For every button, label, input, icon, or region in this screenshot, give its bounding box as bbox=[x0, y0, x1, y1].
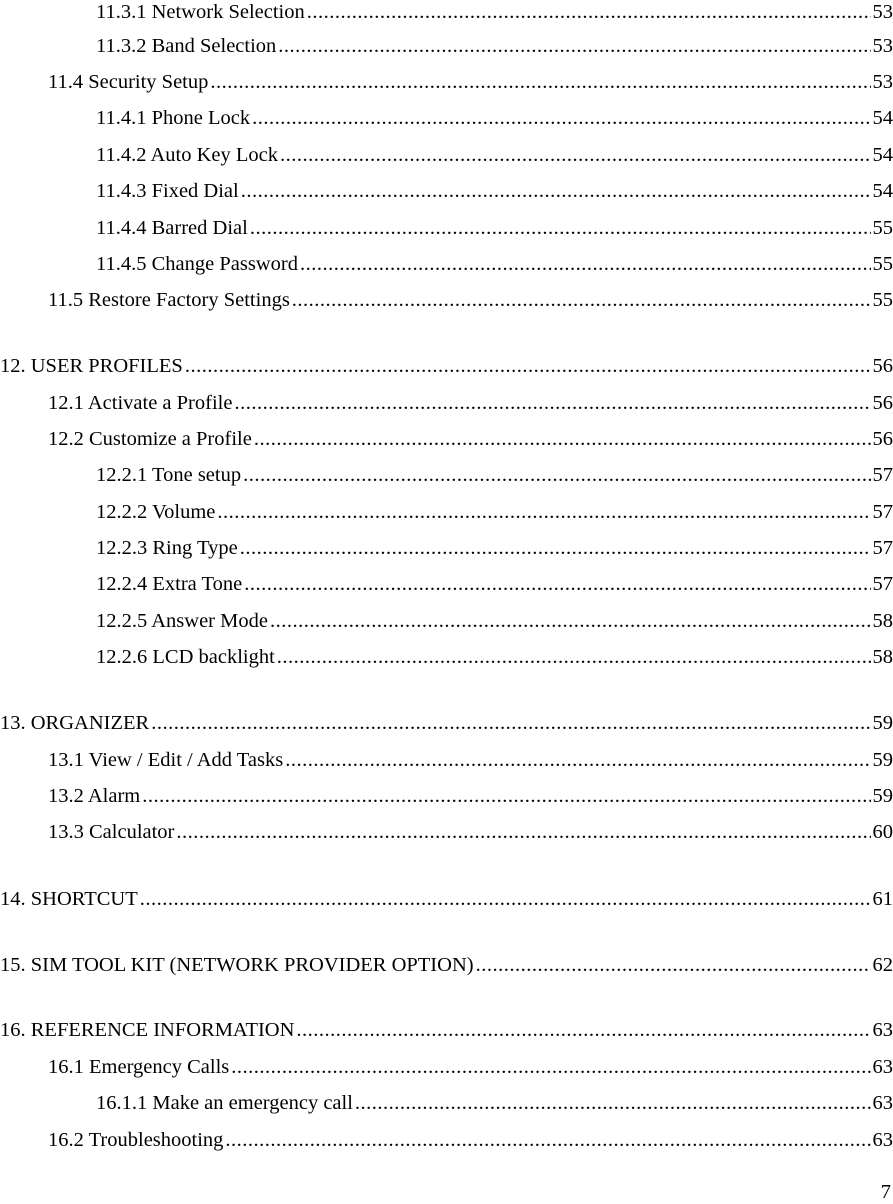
toc-entry[interactable] bbox=[96, 609, 893, 633]
toc-entry-title: 11.4.4 Barred Dial bbox=[96, 217, 248, 239]
dot-leader bbox=[300, 252, 871, 276]
toc-entry-page: 63 bbox=[872, 1019, 893, 1041]
toc-entry-page: 60 bbox=[872, 821, 893, 843]
dot-leader bbox=[292, 288, 871, 312]
toc-entry-page: 63 bbox=[872, 1056, 893, 1078]
toc-entry-page: 59 bbox=[872, 712, 893, 734]
toc-entry-title: 16.1.1 Make an emergency call bbox=[96, 1092, 353, 1114]
toc-entry-page: 56 bbox=[872, 392, 893, 414]
toc-entry-title: 14. SHORTCUT bbox=[0, 888, 138, 910]
toc-entry-title: 16.2 Troubleshooting bbox=[48, 1129, 224, 1151]
toc-entry[interactable] bbox=[96, 536, 893, 560]
toc-entry[interactable] bbox=[96, 179, 893, 203]
toc-entry[interactable] bbox=[96, 106, 893, 130]
toc-entry-page: 59 bbox=[872, 785, 893, 807]
toc-entry-title: 12.2.2 Volume bbox=[96, 501, 216, 523]
toc-entry-page: 55 bbox=[872, 253, 893, 275]
toc-entry-page: 62 bbox=[872, 954, 893, 976]
dot-leader bbox=[185, 354, 871, 378]
dot-leader bbox=[355, 1091, 871, 1115]
toc-entry-page: 55 bbox=[872, 217, 893, 239]
dot-leader bbox=[225, 1128, 870, 1152]
toc-entry-title: 11.4 Security Setup bbox=[48, 71, 209, 93]
toc-entry-title: 12.2.3 Ring Type bbox=[96, 537, 238, 559]
dot-leader bbox=[285, 748, 870, 772]
toc-entry-title: 16.1 Emergency Calls bbox=[48, 1056, 230, 1078]
toc-entry[interactable] bbox=[96, 645, 893, 669]
dot-leader bbox=[240, 536, 871, 560]
dot-leader bbox=[296, 1018, 870, 1042]
dot-leader bbox=[151, 711, 870, 735]
toc-entry[interactable] bbox=[96, 1091, 893, 1115]
toc-entry-title: 12. USER PROFILES bbox=[0, 355, 183, 377]
toc-entry[interactable] bbox=[96, 143, 893, 167]
dot-leader bbox=[250, 216, 871, 240]
dot-leader bbox=[277, 645, 871, 669]
dot-leader bbox=[476, 953, 871, 977]
toc-entry[interactable] bbox=[96, 34, 893, 58]
toc-entry-title: 12.2.4 Extra Tone bbox=[96, 573, 243, 595]
toc-entry-page: 53 bbox=[872, 1, 893, 23]
toc-entry-title: 12.2 Customize a Profile bbox=[48, 428, 252, 450]
dot-leader bbox=[244, 572, 870, 596]
toc-entry-page: 63 bbox=[872, 1129, 893, 1151]
toc-entry[interactable] bbox=[96, 252, 893, 276]
dot-leader bbox=[307, 0, 871, 24]
dot-leader bbox=[140, 887, 871, 911]
toc-entry[interactable] bbox=[0, 953, 893, 977]
dot-leader bbox=[142, 784, 870, 808]
dot-leader bbox=[234, 391, 870, 415]
toc-entry-title: 11.3.1 Network Selection bbox=[96, 1, 305, 23]
toc-entry[interactable] bbox=[96, 0, 893, 24]
toc-entry-title: 13.3 Calculator bbox=[48, 821, 175, 843]
toc-entry[interactable] bbox=[48, 784, 893, 808]
dot-leader bbox=[210, 70, 870, 94]
toc-entry-page: 57 bbox=[872, 537, 893, 559]
toc-entry[interactable] bbox=[48, 820, 893, 844]
toc-entry-title: 13.1 View / Edit / Add Tasks bbox=[48, 749, 284, 771]
toc-entry-title: 15. SIM TOOL KIT (NETWORK PROVIDER OPTION) bbox=[0, 954, 474, 976]
toc-entry-title: 11.4.3 Fixed Dial bbox=[96, 180, 239, 202]
toc-entry-title: 12.1 Activate a Profile bbox=[48, 392, 233, 414]
toc-entry-title: 12.2.6 LCD backlight bbox=[96, 646, 275, 668]
toc-entry-page: 54 bbox=[872, 144, 893, 166]
toc-entry[interactable] bbox=[48, 288, 893, 312]
dot-leader bbox=[176, 820, 870, 844]
toc-entry[interactable] bbox=[48, 427, 893, 451]
dot-leader bbox=[270, 609, 871, 633]
toc-entry-page: 61 bbox=[872, 888, 893, 910]
toc-entry[interactable] bbox=[0, 711, 893, 735]
toc-entry-title: 11.4.5 Change Password bbox=[96, 253, 298, 275]
toc-entry-page: 57 bbox=[872, 501, 893, 523]
toc-entry-title: 12.2.5 Answer Mode bbox=[96, 610, 268, 632]
dot-leader bbox=[241, 179, 871, 203]
toc-entry-page: 58 bbox=[872, 610, 893, 632]
page-number: 7 bbox=[880, 1181, 891, 1203]
toc-entry-page: 59 bbox=[872, 749, 893, 771]
toc-entry-page: 56 bbox=[872, 355, 893, 377]
toc-entry-page: 57 bbox=[872, 573, 893, 595]
toc-entry[interactable] bbox=[48, 391, 893, 415]
toc-entry-title: 16. REFERENCE INFORMATION bbox=[0, 1019, 295, 1041]
toc-entry-title: 11.4.2 Auto Key Lock bbox=[96, 144, 279, 166]
toc-entry[interactable] bbox=[0, 1018, 893, 1042]
dot-leader bbox=[243, 463, 870, 487]
dot-leader bbox=[254, 427, 871, 451]
dot-leader bbox=[217, 500, 870, 524]
toc-entry[interactable] bbox=[96, 463, 893, 487]
toc-entry-title: 13. ORGANIZER bbox=[0, 712, 150, 734]
toc-entry[interactable] bbox=[96, 572, 893, 596]
dot-leader bbox=[231, 1055, 870, 1079]
toc-entry-page: 54 bbox=[872, 180, 893, 202]
toc-entry[interactable] bbox=[0, 354, 893, 378]
dot-leader bbox=[252, 106, 870, 130]
toc-entry-page: 55 bbox=[872, 289, 893, 311]
toc-entry[interactable] bbox=[48, 70, 893, 94]
toc-entry-page: 53 bbox=[872, 35, 893, 57]
toc-entry[interactable] bbox=[48, 748, 893, 772]
toc-entry[interactable] bbox=[0, 887, 893, 911]
toc-entry-page: 58 bbox=[872, 646, 893, 668]
toc-entry[interactable] bbox=[96, 500, 893, 524]
toc-entry-title: 11.5 Restore Factory Settings bbox=[48, 289, 290, 311]
toc-entry-page: 53 bbox=[872, 71, 893, 93]
toc-entry-page: 63 bbox=[872, 1092, 893, 1114]
toc-entry-page: 57 bbox=[872, 464, 893, 486]
toc-entry-title: 12.2.1 Tone setup bbox=[96, 464, 242, 486]
dot-leader bbox=[278, 34, 870, 58]
toc-entry[interactable] bbox=[48, 1055, 893, 1079]
toc-entry-title: 13.2 Alarm bbox=[48, 785, 141, 807]
dot-leader bbox=[280, 143, 870, 167]
toc-entry-page: 54 bbox=[872, 107, 893, 129]
toc-entry-title: 11.3.2 Band Selection bbox=[96, 35, 277, 57]
toc-entry[interactable] bbox=[48, 1128, 893, 1152]
toc-entry-page: 56 bbox=[872, 428, 893, 450]
toc-entry-title: 11.4.1 Phone Lock bbox=[96, 107, 251, 129]
toc-entry[interactable] bbox=[96, 216, 893, 240]
